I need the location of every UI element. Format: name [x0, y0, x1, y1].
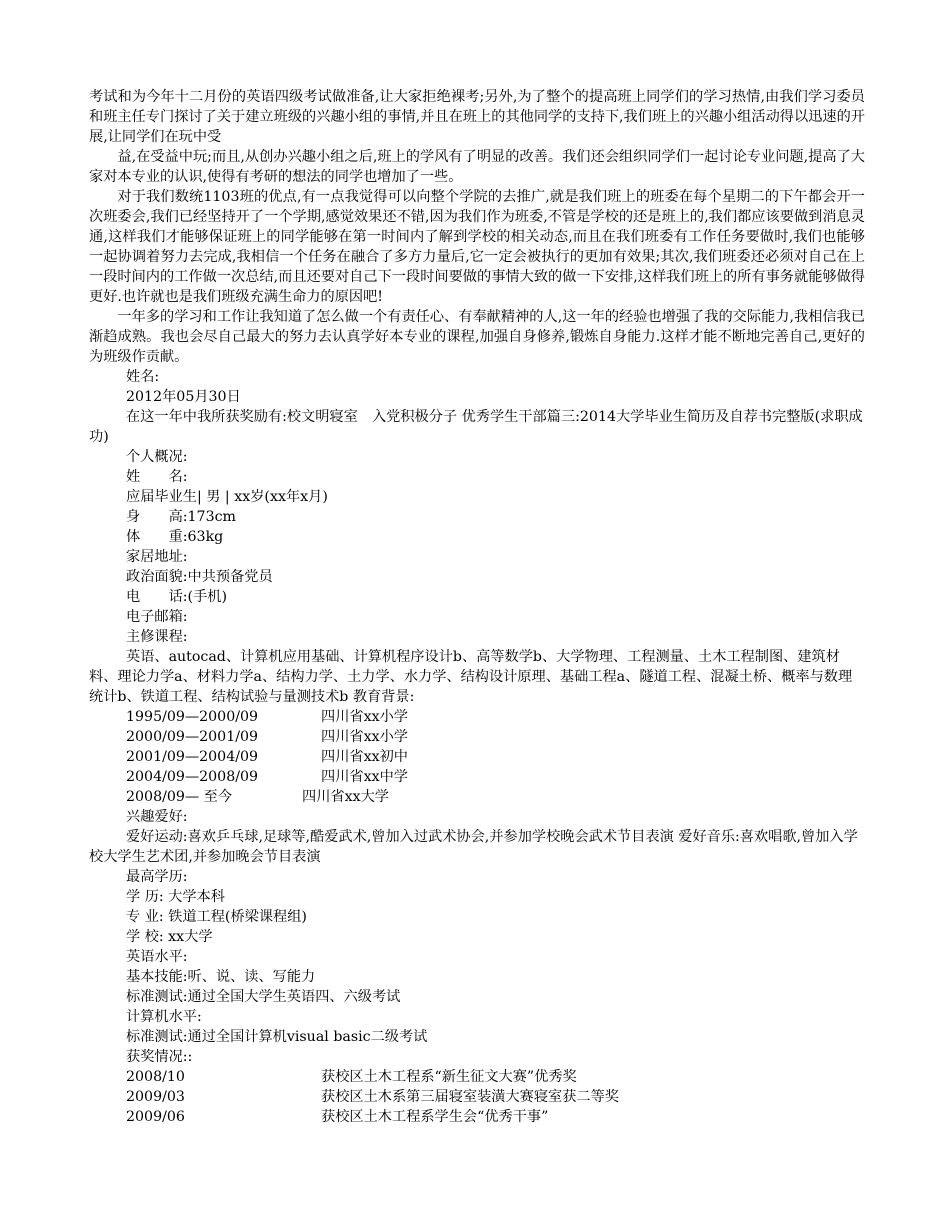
profile-status: 应届毕业生| 男 | xx岁(xx年x月) — [126, 489, 328, 505]
profile-height: 身 高:173cm — [126, 509, 237, 525]
award-row — [89, 1087, 865, 1107]
courses-heading: 主修课程: — [126, 629, 188, 645]
profile-phone: 电 话:(手机) — [126, 589, 227, 605]
paragraph-study-atmosphere: 益,在受益中玩;而且,从创办兴趣小组之后,班上的学风有了明显的改善。我们还会组织同学们一起讨论专业问题,提高了大家对本专业的认识,使得有考研的想法的同学也增加了一些。 — [89, 149, 865, 185]
hobbies-text: 爱好运动:喜欢乒乓球,足球等,酷爱武术,曾加入过武术协会,并参加学校晚会武术节目表演 爱好音乐:喜欢唱歌,曾加入学校大学生艺术团,并参加晚会节目表演 — [89, 829, 858, 865]
computer-heading: 计算机水平: — [126, 1009, 202, 1025]
computer-test: 标准测试:通过全国计算机visual basic二级考试 — [126, 1029, 428, 1045]
education-row — [89, 787, 865, 807]
paragraph-class-activities: 考试和为今年十二月份的英语四级考试做准备,让大家拒绝裸考;另外,为了整个的提高班上同学们的学习热情,由我们学习委员和班主任专门探讨了关于建立班级的兴趣小组的事情,并且在班上的其他同学的支持下,我们班上的兴趣小组活动得以迅速的开展,让同学们在玩中受 — [89, 89, 865, 145]
profile-home-address: 家居地址: — [126, 549, 188, 565]
courses-list: 英语、autocad、计算机应用基础、计算机程序设计b、高等数学b、大学物理、工程测量、土木工程制图、建筑材料、理论力学a、材料力学a、结构力学、土力学、水力学、结构设计原理、基础工程a、隧道工程、混凝土桥、概率与数理统计b、铁道工程、结构试验与量测技术b 教育背景: — [89, 649, 853, 705]
award-row — [89, 1107, 865, 1127]
education-list — [89, 707, 865, 807]
english-heading: 英语水平: — [126, 949, 188, 965]
signature-name-label: 姓名: — [126, 369, 160, 385]
education-school: 四川省xx中学 — [321, 769, 408, 785]
education-period: 1995/09—2000/09 — [126, 709, 259, 725]
degree-major: 专 业: 铁道工程(桥梁课程组) — [126, 909, 307, 925]
education-school: 四川省xx小学 — [321, 709, 408, 725]
degree-level: 学 历: 大学本科 — [126, 889, 225, 905]
education-school: 四川省xx小学 — [321, 729, 408, 745]
awards-heading: 获奖情况:: — [126, 1049, 193, 1065]
education-row — [89, 727, 865, 747]
award-text: 获校区土木工程系学生会“优秀干事” — [321, 1109, 549, 1125]
profile-name: 姓 名: — [126, 469, 188, 485]
profile-weight: 体 重:63kg — [126, 529, 224, 545]
english-skills: 基本技能:听、说、读、写能力 — [126, 969, 316, 985]
education-row — [89, 767, 865, 787]
degree-heading: 最高学历: — [126, 869, 188, 885]
document-page — [89, 87, 865, 1127]
education-school: 四川省xx大学 — [302, 789, 389, 805]
profile-political-status: 政治面貌:中共预备党员 — [126, 569, 273, 585]
education-school: 四川省xx初中 — [321, 749, 408, 765]
hobbies-heading: 兴趣爱好: — [126, 809, 188, 825]
resume-title-transition: 在这一年中我所获奖励有:校文明寝室 入党积极分子 优秀学生干部篇三:2014大学毕业生简历及自荐书完整版(求职成功) — [89, 409, 863, 445]
award-row — [89, 1067, 865, 1087]
education-period: 2001/09—2004/09 — [126, 749, 259, 765]
education-row — [89, 707, 865, 727]
awards-list — [89, 1067, 865, 1127]
award-date: 2009/06 — [126, 1109, 185, 1125]
profile-email: 电子邮箱: — [126, 609, 188, 625]
education-period: 2008/09— 至今 — [126, 789, 233, 805]
paragraph-class-committee: 对于我们数统1103班的优点,有一点我觉得可以向整个学院的去推广,就是我们班上的班委在每个星期二的下午都会开一次班委会,我们已经坚持开了一个学期,感觉效果还不错,因为我们作为班委,不管是学校的还是班上的,我们都应该要做到消息灵通,这样我们才能够保证班上的同学能够在第一时间内了解到学校的相关动态,而且在我们班委有工作任务要做时,我们也能够一起协调着努力去完成,我相信一个任务在融合了多方力量后,它一定会被执行的更加有效果;其次,我们班委还必须对自己在上一段时间内的工作做一次总结,而且还要对自己下一段时间要做的事情大致的做一下安排,这样我们班上的所有事务就能够做得更好.也许就也是我们班级充满生命力的原因吧! — [89, 189, 865, 305]
paragraph-summary: 一年多的学习和工作让我知道了怎么做一个有责任心、有奉献精神的人,这一年的经验也增强了我的交际能力,我相信我已渐趋成熟。我也会尽自己最大的努力去认真学好本专业的课程,加强自身修养,锻炼自身能力.这样才能不断地完善自己,更好的为班级作贡献。 — [89, 309, 865, 365]
education-row — [89, 747, 865, 767]
english-test: 标准测试:通过全国大学生英语四、六级考试 — [126, 989, 401, 1005]
signature-date: 2012年05月30日 — [126, 389, 241, 405]
profile-heading: 个人概况: — [126, 449, 188, 465]
award-date: 2009/03 — [126, 1089, 185, 1105]
award-text: 获校区土木工程系“新生征文大赛”优秀奖 — [321, 1069, 577, 1085]
degree-school: 学 校: xx大学 — [126, 929, 213, 945]
education-period: 2004/09—2008/09 — [126, 769, 259, 785]
award-text: 获校区土木系第三届寝室装潢大赛寝室获二等奖 — [321, 1089, 619, 1105]
award-date: 2008/10 — [126, 1069, 185, 1085]
education-period: 2000/09—2001/09 — [126, 729, 259, 745]
